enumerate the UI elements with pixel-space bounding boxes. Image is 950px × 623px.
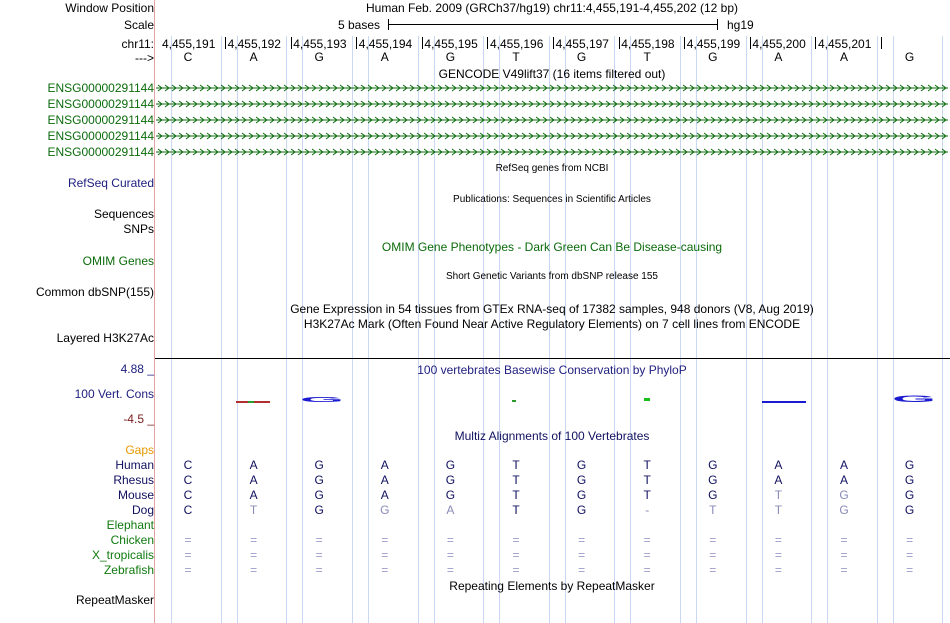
aligned-base: T	[643, 458, 651, 472]
ruler-position: 4,455,199	[686, 37, 741, 51]
phylop-logo-track[interactable]	[156, 392, 948, 412]
reference-base: A	[839, 50, 848, 64]
ruler-position: 4,455,194	[358, 37, 413, 51]
aligned-base: =	[315, 548, 323, 562]
aligned-base: =	[774, 548, 782, 562]
gencode-item-label[interactable]: ENSG00000291144	[47, 129, 154, 143]
base-guide-line	[171, 36, 172, 623]
aligned-base: G	[576, 503, 587, 517]
publications-track-title[interactable]: Publications: Sequences in Scientific Articles	[453, 194, 651, 205]
aligned-base: T	[512, 473, 520, 487]
phylop-logo-g-2: G	[892, 394, 938, 405]
aligned-base: -	[645, 503, 650, 517]
ruler-tick	[553, 37, 554, 49]
sequences-track-label[interactable]: Sequences	[93, 207, 154, 221]
reference-base: G	[576, 50, 587, 64]
aligned-base: =	[709, 533, 717, 547]
species-label[interactable]: Chicken	[110, 533, 154, 547]
h3k27ac-track-title[interactable]: H3K27Ac Mark (Often Found Near Active Regulatory Elements) on 7 cell lines from ENCODE	[303, 317, 801, 331]
aligned-base: =	[184, 548, 192, 562]
ruler-tick	[881, 37, 882, 49]
aligned-base: T	[512, 458, 520, 472]
aligned-base: G	[708, 488, 718, 502]
aligned-base: G	[576, 458, 587, 472]
aligned-base: T	[643, 473, 651, 487]
base-guide-line	[302, 36, 303, 623]
ruler-position: 4,455,197	[555, 37, 609, 51]
aligned-base: T	[512, 488, 520, 502]
aligned-base: =	[381, 533, 389, 547]
base-guide-line	[942, 36, 943, 623]
aligned-base: =	[578, 548, 586, 562]
aligned-base: T	[774, 488, 783, 502]
repeatmasker-track-label[interactable]: RepeatMasker	[75, 593, 154, 607]
gencode-item-feature[interactable]	[156, 84, 948, 92]
aligned-base: A	[380, 458, 389, 472]
gencode-item-feature[interactable]	[156, 132, 948, 140]
scale-bar-left-cap	[388, 19, 389, 30]
aligned-base: G	[708, 473, 718, 487]
aligned-base: =	[643, 548, 651, 562]
aligned-base: C	[183, 473, 193, 487]
reference-base: A	[249, 50, 258, 64]
h3k27ac-baseline	[155, 358, 950, 359]
base-guide-line	[827, 36, 828, 623]
aligned-base: =	[774, 533, 782, 547]
base-guide-line	[286, 36, 287, 623]
species-label[interactable]: Rhesus	[113, 473, 154, 487]
ruler-tick	[422, 37, 423, 49]
scale-bar	[388, 24, 718, 25]
omim-track-label[interactable]: OMIM Genes	[82, 254, 154, 268]
aligned-base: C	[183, 503, 193, 517]
aligned-base: =	[840, 533, 848, 547]
ruler-tick	[225, 37, 226, 49]
aligned-base: =	[512, 533, 520, 547]
base-guide-line	[877, 36, 878, 623]
dbsnp-track-title[interactable]: Short Genetic Variants from dbSNP release 155	[446, 271, 658, 282]
aligned-base: =	[906, 533, 914, 547]
gencode-item-feature[interactable]	[156, 100, 948, 108]
aligned-base: G	[314, 473, 324, 487]
aligned-base: =	[578, 563, 586, 577]
phylop-track-label[interactable]: 100 Vert. Cons	[74, 387, 154, 401]
aligned-base: G	[708, 458, 718, 472]
phylop-min-label: -4.5 _	[123, 412, 154, 426]
aligned-base: G	[904, 488, 915, 502]
species-label[interactable]: Elephant	[106, 518, 154, 532]
phylop-mark-t	[512, 400, 516, 402]
label-separator	[154, 0, 155, 623]
aligned-base: G	[314, 503, 324, 517]
omim-track-title[interactable]: OMIM Gene Phenotypes - Dark Green Can Be Disease-causing	[381, 240, 723, 254]
base-guide-line	[811, 36, 812, 623]
species-label[interactable]: Human	[115, 458, 154, 472]
aligned-base: T	[709, 503, 717, 517]
aligned-base: A	[249, 488, 258, 502]
aligned-base: =	[184, 533, 192, 547]
reference-base: A	[774, 50, 783, 64]
aligned-base: A	[774, 458, 783, 472]
chrom-label: chr11:	[121, 37, 154, 51]
gencode-item-label[interactable]: ENSG00000291144	[47, 145, 154, 159]
aligned-base: =	[446, 533, 454, 547]
ruler-position: 4,455,200	[752, 37, 806, 51]
phylop-track-title[interactable]: 100 vertebrates Basewise Conservation by PhyloP	[417, 363, 687, 377]
ruler-tick	[684, 37, 685, 49]
window-position-text: Human Feb. 2009 (GRCh37/hg19) chr11:4,455,191-4,455,202 (12 bp)	[365, 1, 739, 15]
strand-arrow-label: --->	[135, 51, 154, 65]
phylop-mark-a	[762, 401, 806, 403]
aligned-base: =	[578, 533, 586, 547]
gencode-item-feature[interactable]	[156, 148, 948, 156]
gencode-track-title[interactable]: GENCODE V49lift37 (16 items filtered out)	[438, 67, 666, 81]
ruler-tick	[487, 37, 488, 49]
aligned-base: C	[183, 488, 193, 502]
aligned-base: T	[643, 488, 651, 502]
aligned-base: =	[184, 563, 192, 577]
assembly-label: hg19	[727, 18, 754, 32]
aligned-base: =	[512, 548, 520, 562]
aligned-base: =	[315, 533, 323, 547]
phylop-mark-low-b	[248, 401, 254, 403]
aligned-base: =	[381, 563, 389, 577]
reference-base: T	[512, 50, 520, 64]
aligned-base: G	[904, 473, 915, 487]
gencode-item-feature[interactable]	[156, 116, 948, 124]
aligned-base: G	[839, 488, 849, 502]
aligned-base: A	[839, 458, 848, 472]
aligned-base: G	[839, 503, 849, 517]
ruler-tick	[619, 37, 620, 49]
species-label[interactable]: X_tropicalis	[91, 548, 154, 562]
aligned-base: G	[314, 488, 324, 502]
aligned-base: T	[512, 503, 520, 517]
ruler-position: 4,455,191	[162, 37, 216, 51]
aligned-base: A	[774, 473, 783, 487]
scale-bar-right-cap	[717, 19, 718, 30]
gtex-track-title[interactable]: Gene Expression in 54 tissues from GTEx RNA-seq of 17382 samples, 948 donors (V8, Aug 2019)	[290, 302, 814, 316]
gencode-item-label[interactable]: ENSG00000291144	[47, 97, 154, 111]
aligned-base: G	[445, 458, 456, 472]
aligned-base: A	[446, 503, 455, 517]
phylop-logo-g-1: G	[300, 395, 344, 405]
ruler-position: 4,455,196	[490, 37, 544, 51]
aligned-base: =	[250, 533, 258, 547]
gencode-item-label[interactable]: ENSG00000291144	[47, 113, 154, 127]
ruler-tick	[356, 37, 357, 49]
base-guide-line	[221, 36, 222, 623]
aligned-base: =	[446, 548, 454, 562]
aligned-base: =	[840, 548, 848, 562]
reference-base: G	[445, 50, 456, 64]
phylop-mark-t2	[644, 398, 650, 401]
reference-base: C	[183, 50, 193, 64]
aligned-base: =	[250, 563, 258, 577]
aligned-base: G	[445, 473, 456, 487]
scale-text: 5 bases	[338, 18, 381, 32]
base-guide-line	[893, 36, 894, 623]
aligned-base: A	[380, 488, 389, 502]
scale-label: Scale	[123, 18, 154, 32]
reference-base: T	[643, 50, 651, 64]
aligned-base: G	[904, 458, 915, 472]
aligned-base: =	[315, 563, 323, 577]
aligned-base: G	[380, 503, 390, 517]
aligned-base: =	[512, 563, 520, 577]
aligned-base: A	[249, 458, 258, 472]
phylop-max-label: 4.88 _	[120, 362, 154, 376]
dbsnp-track-label[interactable]: Common dbSNP(155)	[35, 285, 154, 299]
window-position-label: Window Position	[65, 1, 154, 15]
aligned-base: =	[774, 563, 782, 577]
aligned-base: =	[709, 563, 717, 577]
snps-track-label[interactable]: SNPs	[123, 222, 154, 236]
aligned-base: A	[380, 473, 389, 487]
refseq-track-title[interactable]: RefSeq genes from NCBI	[495, 163, 609, 174]
gencode-item-label[interactable]: ENSG00000291144	[47, 81, 154, 95]
ruler-position: 4,455,193	[293, 37, 347, 51]
aligned-base: =	[906, 548, 914, 562]
species-label[interactable]: Mouse	[117, 488, 154, 502]
aligned-base: G	[314, 458, 324, 472]
ruler-tick	[291, 37, 292, 49]
reference-base: G	[904, 50, 915, 64]
ruler-position: 4,455,192	[227, 37, 281, 51]
multiz-track-title[interactable]: Multiz Alignments of 100 Vertebrates	[454, 429, 650, 443]
species-label[interactable]: Dog	[131, 503, 154, 517]
aligned-base: =	[709, 548, 717, 562]
reference-base: G	[708, 50, 718, 64]
aligned-base: =	[643, 563, 651, 577]
aligned-base: G	[576, 473, 587, 487]
reference-base: A	[380, 50, 389, 64]
aligned-base: T	[774, 503, 783, 517]
refseq-track-label[interactable]: RefSeq Curated	[67, 176, 154, 190]
aligned-base: =	[381, 548, 389, 562]
aligned-base: T	[249, 503, 258, 517]
aligned-base: =	[250, 548, 258, 562]
base-guide-line	[237, 36, 238, 623]
repeatmasker-track-title[interactable]: Repeating Elements by RepeatMasker	[449, 579, 655, 593]
ruler-tick	[815, 37, 816, 49]
aligned-base: A	[249, 473, 258, 487]
aligned-base: =	[446, 563, 454, 577]
aligned-base: A	[839, 473, 848, 487]
aligned-base: G	[904, 503, 915, 517]
aligned-base: C	[183, 458, 193, 472]
ruler-position: 4,455,195	[424, 37, 478, 51]
aligned-base: =	[906, 563, 914, 577]
h3k27ac-track-label[interactable]: Layered H3K27Ac	[56, 331, 154, 345]
aligned-base: =	[840, 563, 848, 577]
aligned-base: G	[445, 488, 456, 502]
gaps-label[interactable]: Gaps	[125, 443, 154, 457]
ruler-position: 4,455,198	[621, 37, 675, 51]
ruler-tick	[750, 37, 751, 49]
aligned-base: G	[576, 488, 587, 502]
species-label[interactable]: Zebrafish	[103, 563, 154, 577]
reference-base: G	[314, 50, 324, 64]
ruler-position: 4,455,201	[818, 37, 872, 51]
aligned-base: =	[643, 533, 651, 547]
